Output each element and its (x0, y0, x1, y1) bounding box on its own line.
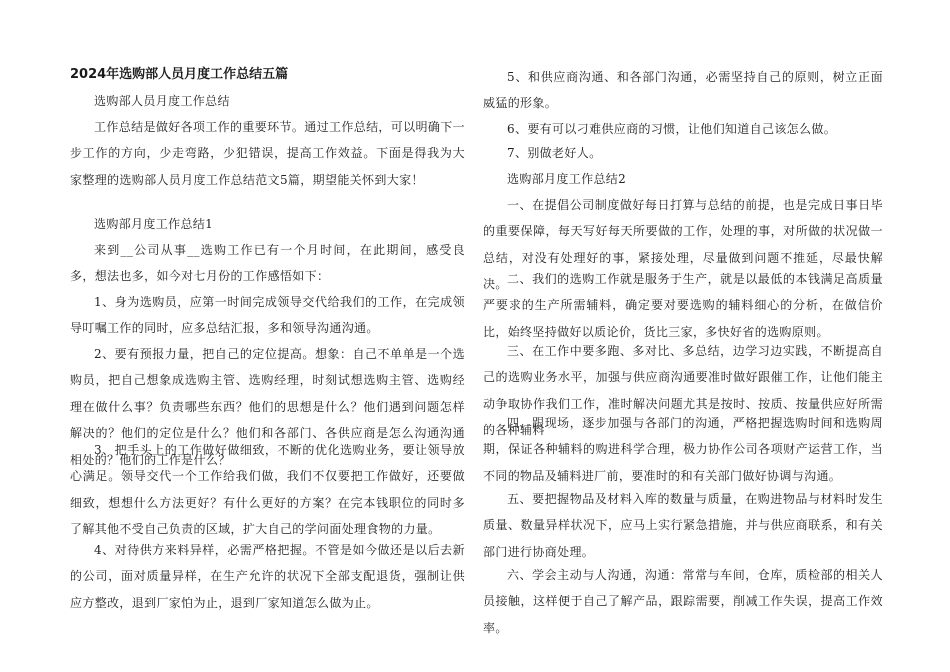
section-heading-2: 选购部月度工作总结2 (507, 172, 627, 186)
paragraph: 3、把手头上的工作做好做细致，不断的优化选购业务，要让领导放心满足。领导交代一个工作给我们做，我们不仅要把工作做好，还要做细致，想想什么方法更好？有什么更好的方案？在完本钱职位的同时多了解其他不受自己负责的区域，扩大自己的学问面处理食物的力量。 (70, 443, 465, 537)
paragraph: 6、要有可以刁难供应商的习惯，让他们知道自己该怎么做。 (507, 122, 837, 136)
document-title: 2024年选购部人员月度工作总结五篇 (70, 67, 289, 82)
paragraph: 4、对待供方来料异样，必需严格把握。不管是如今做还是以后去新的公司，面对质量异样，在生产允许的状况下全部支配退货，强制让供应方整改，退到厂家怕为止，退到厂家知道怎么做为止。 (70, 543, 465, 610)
paragraph: 5、和供应商沟通、和各部门沟通，必需坚持自己的原则，树立正面威猛的形象。 (483, 70, 883, 111)
subtitle: 选购部人员月度工作总结 (94, 94, 230, 108)
paragraph: 三、在工作中要多跑、多对比、多总结，边学习边实践，不断提高自己的选购业务水平，加强与供应商沟通要准时做好跟催工作，让他们能主动争取协作我们工作，准时解决问题尤其是按时、按质、按量供应好所需的各种辅料 (483, 344, 883, 438)
paragraph: 7、别做老好人。 (507, 146, 602, 160)
paragraph: 二、我们的选购工作就是服务于生产，就是以最低的本钱满足高质量严要求的生产所需辅料，确定要对要选购的辅料细心的分析，在做信价比，始终坚持做好以质论价，货比三家，多快好省的选购原则。 (483, 272, 883, 339)
paragraph: 2、要有预报力量，把自己的定位提高。想象：自己不单单是一个选购员，把自己想象成选购主管、选购经理，时刻试想选购主管、选购经理在做什么事？负责哪些东西？他们的思想是什么？他们遇到问题怎样解决的？他们的定位是什么？他们和各部门、各供应商是怎么沟通沟通相处的？他们的工作是什么？ (70, 347, 465, 467)
paragraph: 来到__公司从事__选购工作已有一个月时间，在此期间，感受良多，想法也多，如今对七月份的工作感悟如下： (70, 243, 465, 284)
paragraph: 六、学会主动与人沟通，沟通：常常与车间，仓库，质检部的相关人员接触，这样便于自己了解产品，跟踪需要，削减工作失误，提高工作效率。 (483, 568, 883, 635)
intro-paragraph: 工作总结是做好各项工作的重要环节。通过工作总结，可以明确下一步工作的方向，少走弯路，少犯错误，提高工作效益。下面是得我为大家整理的选购部人员月度工作总结范文5篇，期望能关怀到大家！ (70, 120, 465, 187)
paragraph: 一、在提倡公司制度做好每日打算与总结的前提，也是完成日事日毕的重要保障，每天写好每天所要做的工作，处理的事，对所做的状况做一总结，对没有处理好的事，紧接处理，尽量做到问题不推延，尽最快解决。 (483, 198, 883, 292)
paragraph: 1、身为选购员，应第一时间完成领导交代给我们的工作，在完成领导叮嘱工作的同时，应多总结汇报，多和领导沟通沟通。 (70, 295, 465, 336)
section-heading-1: 选购部月度工作总结1 (94, 217, 214, 231)
paragraph: 四、跟现场，逐步加强与各部门的沟通，严格把握选购时间和选购周期，保证各种辅料的购进科学合理，极力协作公司各项财产运营工作，当不同的物品及辅料进厂前，要准时的和有关部门做好协调与沟通。 (483, 416, 883, 483)
paragraph: 五、要把握物品及材料入库的数量与质量，在购进物品与材料时发生质量、数量异样状况下，应马上实行紧急措施，并与供应商联系，和有关部门进行协商处理。 (483, 492, 883, 559)
